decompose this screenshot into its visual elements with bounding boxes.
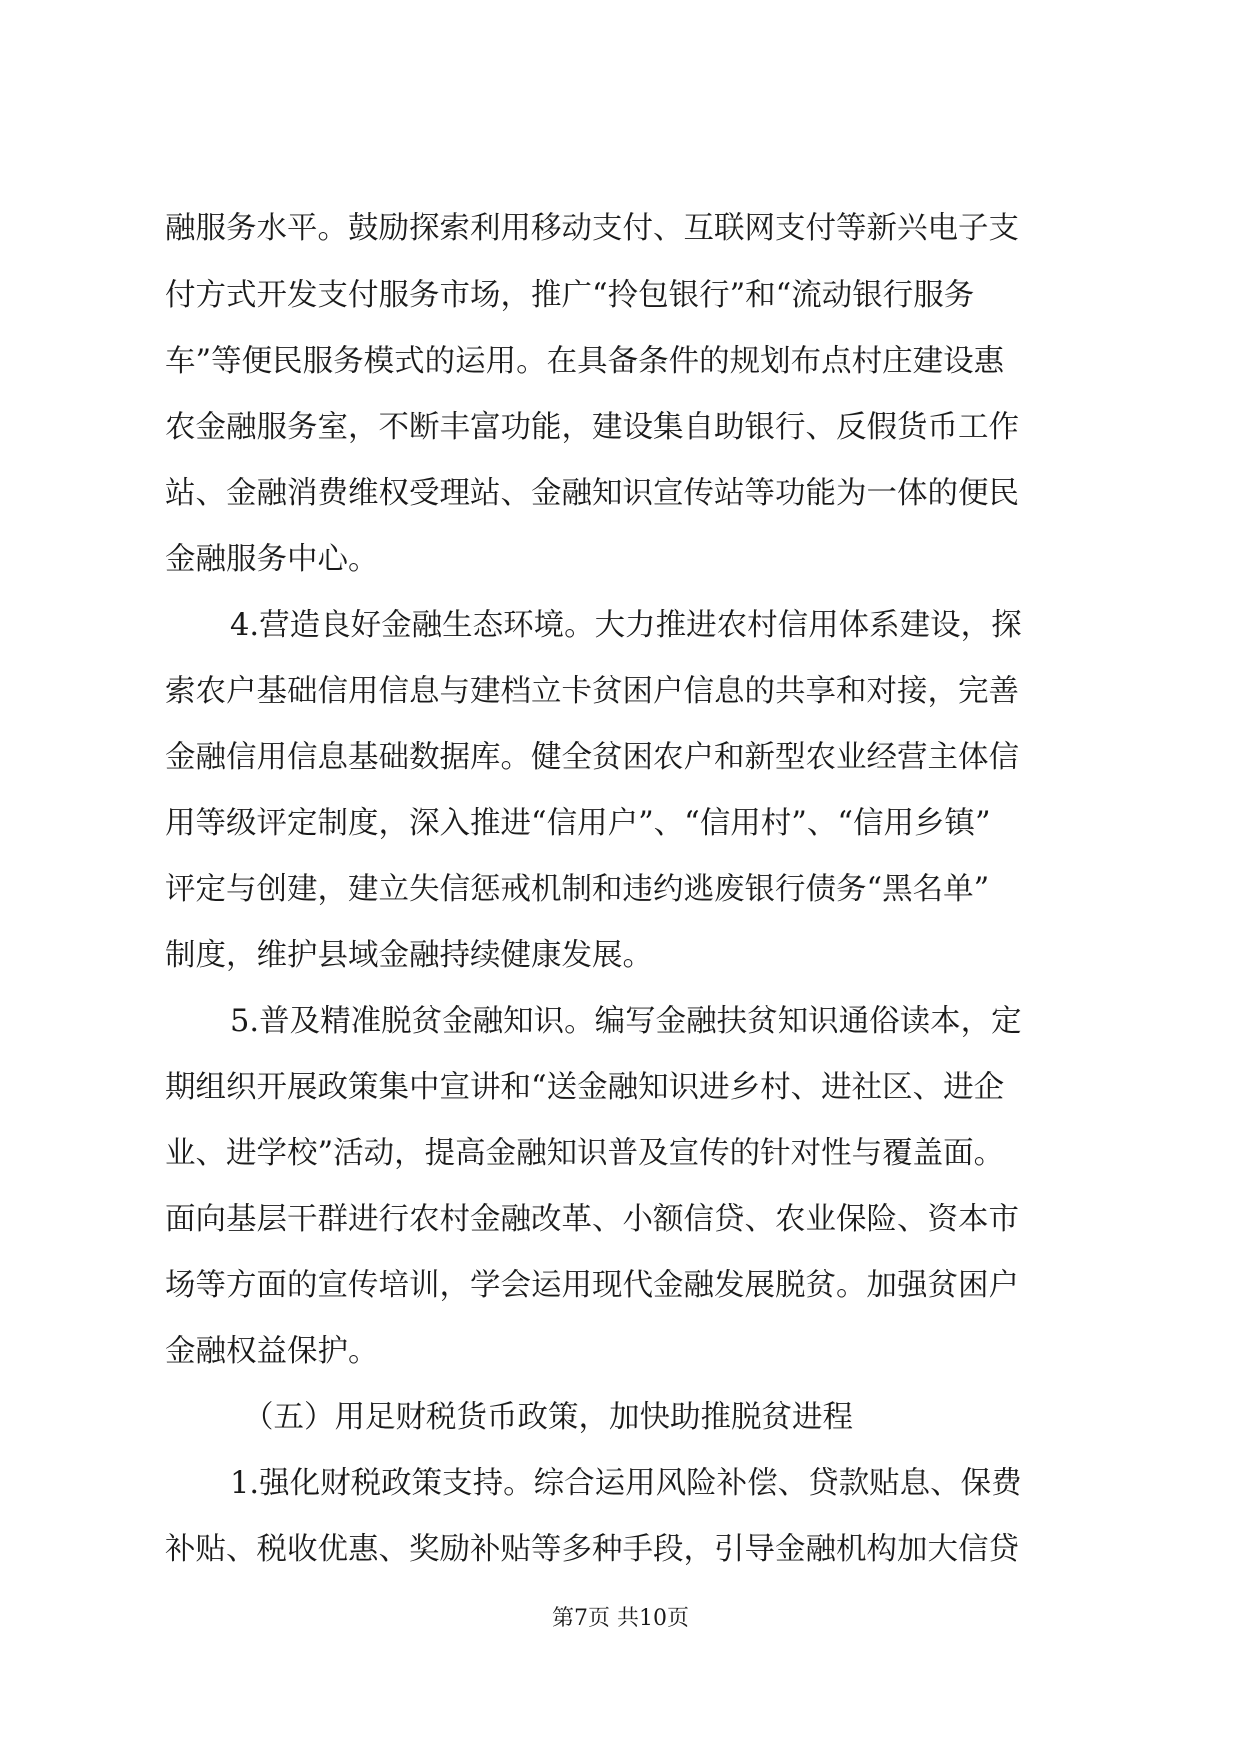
body-line-1: 融服务水平。鼓励探索利用移动支付、互联网支付等新兴电子支 xyxy=(165,211,1019,246)
paragraph-1-start: 1.强化财税政策支持。综合运用风险补偿、贷款贴息、保费 xyxy=(230,1466,1022,1501)
body-line-10: 用等级评定制度，深入推进“信用户”、“信用村”、“信用乡镇” xyxy=(165,806,991,841)
page-number-footer: 第7页 共10页 xyxy=(552,1606,689,1631)
body-line-9: 金融信用信息基础数据库。健全贫困农户和新型农业经营主体信 xyxy=(165,740,1019,775)
body-line-6: 金融服务中心。 xyxy=(165,542,379,577)
body-line-3: 车”等便民服务模式的运用。在具备条件的规划布点村庄建设惠 xyxy=(165,344,1005,379)
body-line-12: 制度，维护县域金融持续健康发展。 xyxy=(165,938,653,973)
body-line-11: 评定与创建，建立失信惩戒机制和违约逃废银行债务“黑名单” xyxy=(165,872,990,907)
body-line-18: 金融权益保护。 xyxy=(165,1334,379,1369)
body-line-5: 站、金融消费维权受理站、金融知识宣传站等功能为一体的便民 xyxy=(165,476,1019,511)
body-line-15: 业、进学校”活动，提高金融知识普及宣传的针对性与覆盖面。 xyxy=(165,1136,1005,1171)
body-line-14: 期组织开展政策集中宣讲和“送金融知识进乡村、进社区、进企 xyxy=(165,1070,1005,1105)
body-line-8: 索农户基础信用信息与建档立卡贫困户信息的共享和对接，完善 xyxy=(165,674,1019,709)
body-line-16: 面向基层干群进行农村金融改革、小额信贷、农业保险、资本市 xyxy=(165,1202,1019,1237)
paragraph-4-start: 4.营造良好金融生态环境。大力推进农村信用体系建设，探 xyxy=(230,608,1022,643)
body-line-17: 场等方面的宣传培训，学会运用现代金融发展脱贫。加强贫困户 xyxy=(165,1268,1019,1303)
body-line-4: 农金融服务室，不断丰富功能，建设集自助银行、反假货币工作 xyxy=(165,410,1019,445)
body-line-21: 补贴、税收优惠、奖励补贴等多种手段，引导金融机构加大信贷 xyxy=(165,1532,1019,1567)
body-line-2: 付方式开发支付服务市场，推广“拎包银行”和“流动银行服务 xyxy=(165,278,975,313)
paragraph-5-start: 5.普及精准脱贫金融知识。编写金融扶贫知识通俗读本，定 xyxy=(230,1004,1022,1039)
section-heading: （五）用足财税货币政策，加快助推脱贫进程 xyxy=(243,1400,853,1435)
